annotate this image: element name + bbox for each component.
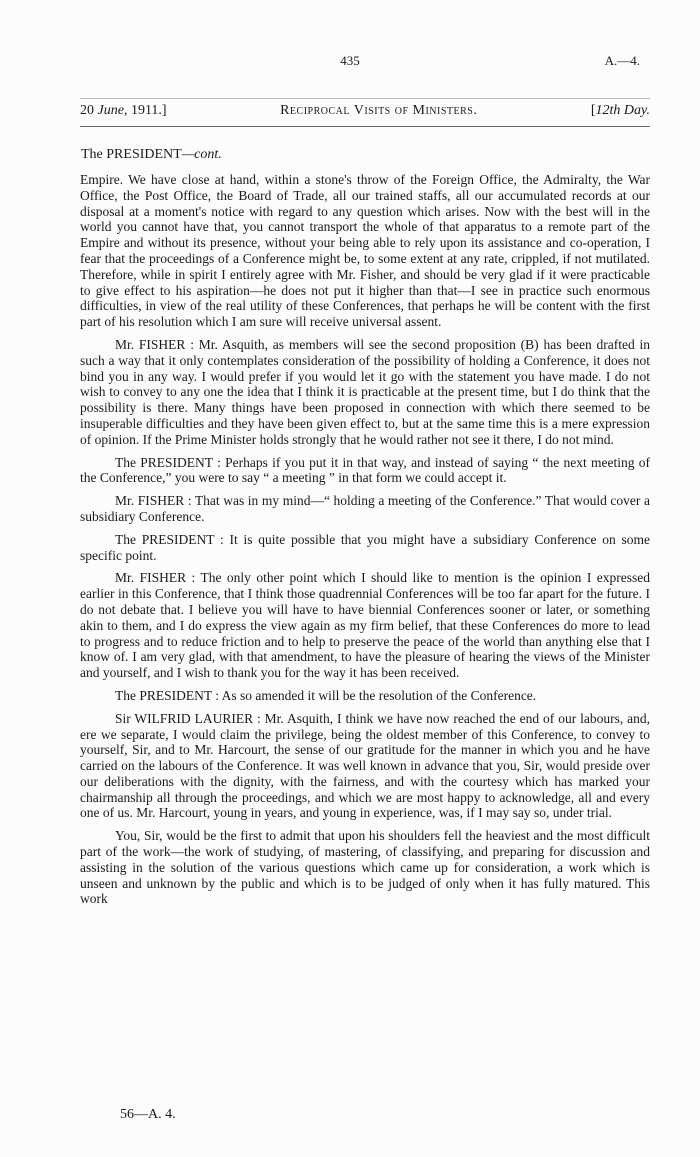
document-reference: A.—4. [604,53,640,68]
paragraph: Empire. We have close at hand, within a stone's throw of the Foreign Office, the Admiralty, the War Office, the Post Office, the Board of Trade, all our trained staffs, all our accumulated records at our disposal at a moment's notice with regard to any question which arises. Now with the best will in the world you cannot have that, you cannot transport the whole of that apparatus to a remote part of the Empire and without its presence, without your being able to rely upon its assistance and co-operation, I fear that the proceedings of a Conference might be, to some extent at any rate, crippled, if not mutilated. Therefore, while in spirit I entirely agree with Mr. Fisher, and should be very glad if it were practicable to give effect to his aspiration—he does not put it higher than that—I see in practice such enormous difficulties, in view of the real utility of these Conferences, that perhaps he will be content with the first part of his resolution which I am sure will receive universal assent. [80,172,650,330]
running-header [80,103,650,119]
paragraph: Mr. FISHER : The only other point which I should like to mention is the opinion I expressed earlier in this Conference, that I think those quadrennial Conferences will be too far apart for the future. I do not debate that. I believe you will have to have biennial Conferences sooner or later, or something akin to them, and I do express the view again as my firm belief, that these Conferences do more to lead to progress and to reduce friction and to help to preserve the peace of the world than anything else that I know of. I am very glad, with that amendment, to have the pleasure of hearing the views of the Minister and yourself, and I wish to thank you for the way it has been received. [80,570,650,681]
paragraph: You, Sir, would be the first to admit that upon his shoulders fell the heaviest and the most difficult part of the work—the work of studying, of mastering, of classifying, and preparing for discussion and assisting in the solution of the various questions which came up for consideration, a work which is unseen and unknown by the public and which is to be judged of only when it has fully matured. This work [80,828,650,907]
header-day: [12th Day. [590,103,650,118]
speaker-continuation: The PRESIDENT—cont. [81,147,222,162]
paragraph: Sir WILFRID LAURIER : Mr. Asquith, I think we have now reached the end of our labours, and, ere we separate, I would claim the privilege, being the oldest member of this Conference, to convey to yourself, Sir, and to Mr. Harcourt, the sense of our gratitude for the manner in which you and he have carried on the labours of the Conference. It was well known in advance that you, Sir, would preside over our deliberations with the dignity, with the fairness, and with the courtesy which has marked your chairmanship all through the proceedings, and which we are most happy to acknowledge, all and every one of us. Mr. Harcourt, young in years, and young in experience, was, if I may say so, under trial. [80,710,651,821]
speaker-name: The PRESIDENT [115,531,215,547]
speaker-name: The PRESIDENT [115,687,212,703]
paragraph: The PRESIDENT : As so amended it will be the resolution of the Conference. [115,687,537,703]
header-date: 20 June, 1911.] [80,103,167,118]
paragraph: The PRESIDENT : It is quite possible that you might have a subsidiary Conference on some specific point. [80,531,651,563]
paragraph: Mr. FISHER : That was in my mind—“ holding a meeting of the Conference.” That would cover a subsidiary Conference. [80,493,650,524]
body-text [80,172,650,914]
speaker-name: The PRESIDENT [115,454,213,470]
paragraph: The PRESIDENT : Perhaps if you put it in that way, and instead of saying “ the next meeting of the Conference,” you were to say “ a meeting ” in that form we could accept it. [80,454,650,486]
header-title: Reciprocal Visits of Ministers. [280,103,478,118]
speaker-name: Mr. FISHER [115,336,186,352]
speaker-name: Mr. FISHER [115,493,185,509]
paragraph: Mr. FISHER : Mr. Asquith, as members will see the second proposition (B) has been drafted in such a way that it only contemplates consideration of the possibility of holding a Conference, it does not bind you in any way. I would prefer if you would let it go with the statement you have made. I do not wish to convey to any one the idea that I think it is practicable at the present time, but I do think that the possibility is there. Many things have been proposed in connection with which there seemed to be insuperable difficulties and they have been given effect to, but at the same time this is a mere expression of opinion. If the Prime Minister holds strongly that he would rather not see it there, I do not mind. [80,336,650,447]
header-rule-top [80,98,650,99]
speaker-name: Sir WILFRID LAURIER [115,710,254,726]
printer-signature: 56—A. 4. [120,1107,176,1122]
page-number: 435 [340,53,360,68]
header-rule-bottom [80,126,650,127]
speaker-name: Mr. FISHER [115,570,187,586]
